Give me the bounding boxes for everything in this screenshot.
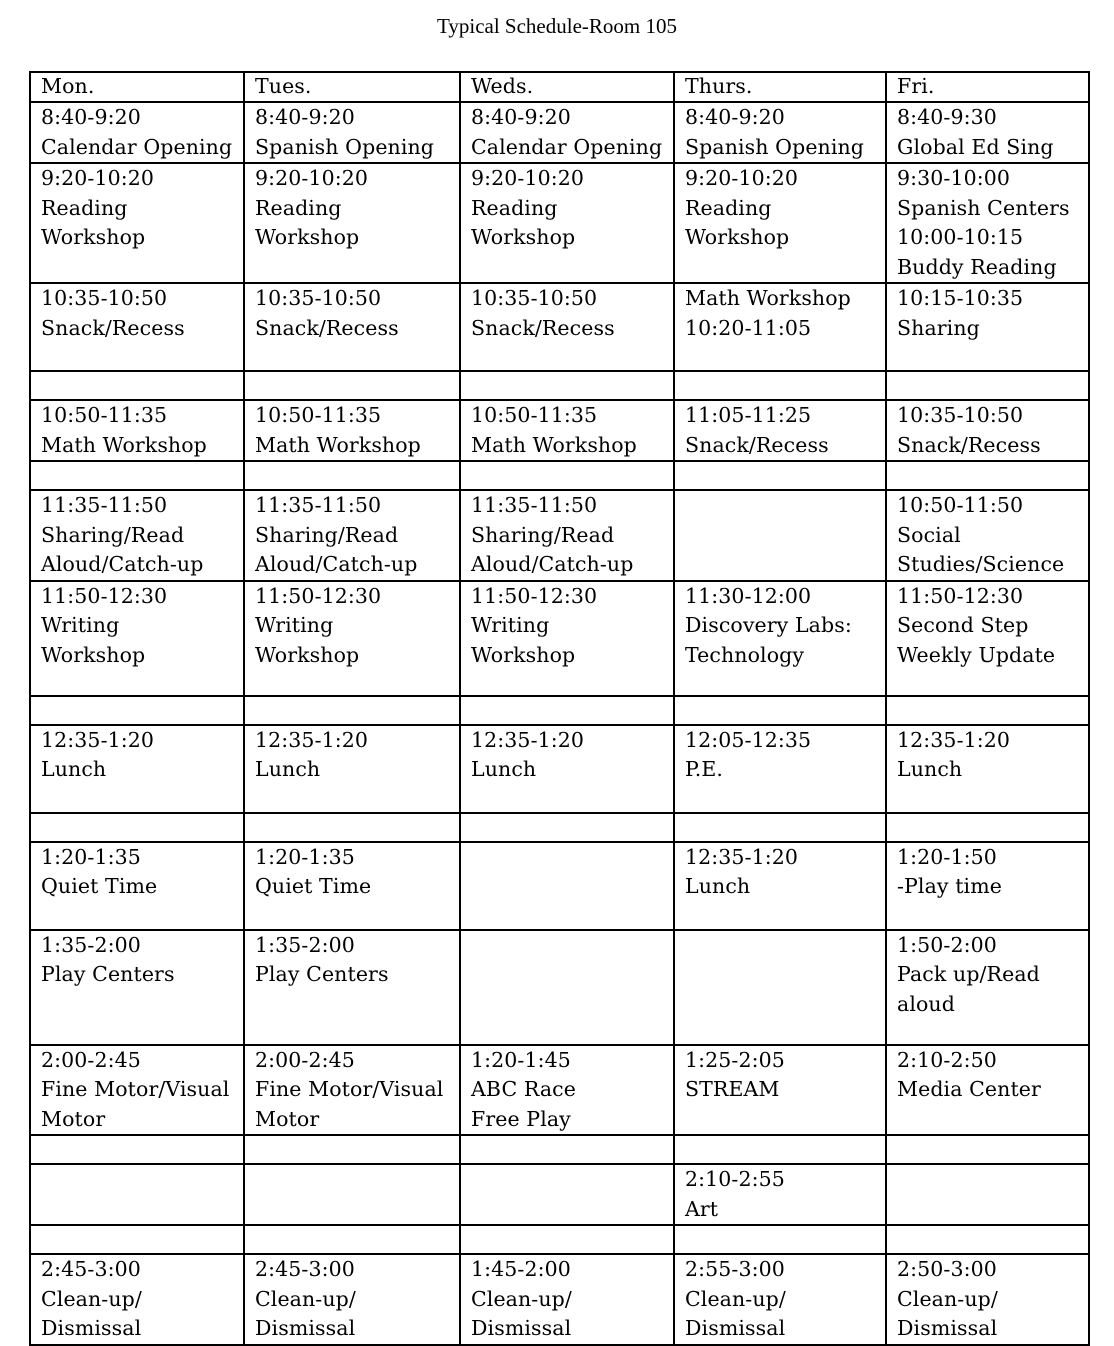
cell-activity: Sharing/Read Aloud/Catch-up: [471, 522, 634, 576]
day-header-mon: Mon.: [30, 72, 244, 102]
cell-activity: Clean-up/ Dismissal: [255, 1286, 356, 1340]
cell-activity: Writing Workshop: [255, 613, 360, 667]
schedule-cell-weds: [460, 842, 674, 930]
cell-time: 8:40-9:20: [471, 105, 571, 129]
cell-time: 2:10-2:50: [897, 1047, 997, 1072]
cell-time: 2:00-2:45: [255, 1047, 355, 1072]
cell-time: 1:50-2:00: [897, 932, 997, 957]
schedule-cell-thurs: [674, 163, 886, 283]
cell-activity: Writing Workshop: [41, 613, 146, 667]
cell-activity: Sharing: [897, 315, 980, 340]
schedule-cell-thurs: [674, 490, 886, 581]
cell-time: 2:55-3:00: [685, 1257, 785, 1281]
schedule-cell-mon: [30, 163, 244, 283]
cell-activity: Fine Motor/Visual Motor: [41, 1077, 230, 1131]
cell-activity: Play Centers: [255, 962, 389, 986]
schedule-cell-thurs: [674, 283, 886, 371]
schedule-cell-thurs: [674, 696, 886, 725]
schedule-cell-fri: [886, 1135, 1089, 1164]
cell-time: 10:35-10:50: [255, 286, 382, 310]
cell-activity: Lunch: [471, 757, 537, 781]
schedule-cell-tues: [244, 283, 460, 371]
day-header-fri: Fri.: [886, 72, 1089, 102]
schedule-cell-thurs: [674, 842, 886, 930]
day-header-weds: Weds.: [460, 72, 674, 102]
cell-time: 8:40-9:30: [897, 105, 997, 129]
schedule-cell-mon: [30, 1225, 244, 1254]
cell-time: 8:40-9:20: [41, 105, 141, 129]
schedule-row: [30, 102, 1089, 163]
schedule-row: [30, 371, 1089, 400]
schedule-cell-thurs: [674, 1225, 886, 1254]
schedule-cell-mon: [30, 1254, 244, 1345]
cell-activity: Snack/Recess: [685, 432, 829, 457]
cell-activity: Reading Workshop: [471, 195, 576, 249]
schedule-cell-thurs: [674, 930, 886, 1045]
cell-time: 1:35-2:00: [255, 932, 355, 957]
schedule-row: [30, 930, 1089, 1045]
schedule-row: [30, 163, 1089, 283]
schedule-cell-weds: [460, 930, 674, 1045]
cell-activity: Reading Workshop: [685, 195, 790, 249]
cell-time: 10:15-10:35: [897, 286, 1024, 310]
schedule-cell-fri: [886, 581, 1089, 696]
cell-time: 10:50-11:50: [897, 493, 1024, 517]
cell-time: 2:45-3:00: [255, 1257, 355, 1281]
schedule-cell-fri: [886, 461, 1089, 490]
cell-activity: Clean-up/ Dismissal: [41, 1286, 142, 1340]
schedule-cell-thurs: [674, 1254, 886, 1345]
schedule-cell-thurs: [674, 581, 886, 696]
cell-time: 12:35-1:20: [255, 727, 369, 752]
cell-time: 11:50-12:30: [41, 583, 168, 608]
cell-activity: Sharing/Read Aloud/Catch-up: [255, 522, 418, 576]
cell-time: 1:35-2:00: [41, 932, 141, 957]
schedule-row: [30, 813, 1089, 842]
schedule-cell-mon: [30, 1164, 244, 1225]
cell-activity: Clean-up/ Dismissal: [685, 1286, 786, 1340]
cell-time: 12:35-1:20: [897, 727, 1011, 752]
schedule-cell-thurs: [674, 725, 886, 813]
cell-activity: Spanish Centers 10:00-10:15 Buddy Reading: [897, 195, 1070, 279]
schedule-cell-fri: [886, 1164, 1089, 1225]
cell-time: 1:45-2:00: [471, 1257, 571, 1281]
schedule-cell-weds: [460, 696, 674, 725]
schedule-cell-weds: [460, 400, 674, 461]
cell-activity: Lunch: [41, 757, 107, 781]
cell-time: 1:20-1:35: [255, 844, 355, 869]
schedule-cell-tues: [244, 1045, 460, 1136]
schedule-cell-tues: [244, 1135, 460, 1164]
cell-time: 11:05-11:25: [685, 403, 812, 427]
cell-time: 8:40-9:20: [255, 105, 355, 129]
schedule-cell-mon: [30, 490, 244, 581]
cell-time: 10:35-10:50: [41, 286, 168, 310]
schedule-cell-fri: [886, 371, 1089, 400]
schedule-cell-mon: [30, 1045, 244, 1136]
schedule-cell-fri: [886, 930, 1089, 1045]
cell-activity: Snack/Recess: [471, 315, 615, 340]
schedule-row: [30, 696, 1089, 725]
schedule-cell-tues: [244, 581, 460, 696]
schedule-cell-fri: [886, 102, 1089, 163]
schedule-cell-weds: [460, 725, 674, 813]
cell-activity: Quiet Time: [41, 874, 158, 898]
schedule-cell-fri: [886, 1254, 1089, 1345]
schedule-cell-fri: [886, 813, 1089, 842]
schedule-cell-mon: [30, 371, 244, 400]
schedule-cell-tues: [244, 842, 460, 930]
schedule-cell-weds: [460, 1164, 674, 1225]
cell-activity: Lunch: [255, 757, 321, 781]
schedule-cell-weds: [460, 102, 674, 163]
schedule-cell-mon: [30, 813, 244, 842]
cell-time: 10:35-10:50: [471, 286, 598, 310]
schedule-cell-fri: [886, 283, 1089, 371]
schedule-row: [30, 1164, 1089, 1225]
schedule-cell-tues: [244, 102, 460, 163]
cell-activity: Math Workshop: [471, 432, 637, 457]
schedule-table: [29, 71, 1090, 1346]
schedule-cell-weds: [460, 371, 674, 400]
cell-activity: Spanish Opening: [255, 134, 435, 159]
schedule-row: [30, 842, 1089, 930]
cell-activity: Snack/Recess: [41, 315, 185, 340]
schedule-cell-fri: [886, 1225, 1089, 1254]
schedule-cell-mon: [30, 1135, 244, 1164]
cell-time: 11:35-11:50: [41, 493, 168, 517]
schedule-cell-fri: [886, 696, 1089, 725]
schedule-cell-weds: [460, 1135, 674, 1164]
schedule-cell-thurs: [674, 1045, 886, 1136]
cell-activity: Calendar Opening: [41, 134, 233, 159]
schedule-cell-tues: [244, 461, 460, 490]
cell-activity: Lunch: [685, 874, 751, 898]
cell-time: 9:20-10:20: [41, 166, 155, 190]
cell-activity: STREAM: [685, 1077, 780, 1101]
schedule-row: [30, 490, 1089, 581]
cell-activity: 10:20-11:05: [685, 315, 812, 340]
cell-activity: Math Workshop: [255, 432, 421, 457]
cell-activity: Snack/Recess: [897, 432, 1041, 457]
schedule-row: [30, 1254, 1089, 1345]
cell-time: 1:25-2:05: [685, 1047, 785, 1072]
schedule-cell-thurs: [674, 102, 886, 163]
schedule-row: [30, 1135, 1089, 1164]
schedule-cell-fri: [886, 1045, 1089, 1136]
schedule-cell-tues: [244, 930, 460, 1045]
cell-time: 1:20-1:50: [897, 844, 997, 869]
schedule-cell-weds: [460, 1254, 674, 1345]
schedule-cell-tues: [244, 490, 460, 581]
cell-activity: Second Step Weekly Update: [897, 613, 1056, 667]
schedule-row: [30, 1045, 1089, 1136]
schedule-cell-tues: [244, 1225, 460, 1254]
schedule-cell-tues: [244, 725, 460, 813]
cell-time: 11:50-12:30: [471, 583, 598, 608]
schedule-cell-fri: [886, 163, 1089, 283]
cell-activity: Lunch: [897, 757, 963, 781]
cell-time: 9:20-10:20: [255, 166, 369, 190]
page-title: Typical Schedule-Room 105: [437, 14, 677, 38]
cell-activity: ABC Race Free Play: [471, 1077, 576, 1131]
schedule-cell-tues: [244, 813, 460, 842]
cell-time: 12:35-1:20: [471, 727, 585, 752]
schedule-cell-mon: [30, 696, 244, 725]
cell-time: 12:05-12:35: [685, 727, 812, 752]
cell-time: 10:50-11:35: [41, 403, 168, 427]
schedule-cell-weds: [460, 163, 674, 283]
cell-activity: P.E.: [685, 757, 724, 781]
cell-activity: Writing Workshop: [471, 613, 576, 667]
cell-time: 12:35-1:20: [41, 727, 155, 752]
cell-time: 9:20-10:20: [471, 166, 585, 190]
schedule-cell-tues: [244, 696, 460, 725]
cell-activity: Pack up/Read aloud: [897, 962, 1040, 1016]
cell-time: 11:35-11:50: [255, 493, 382, 517]
schedule-cell-fri: [886, 725, 1089, 813]
cell-activity: -Play time: [897, 874, 1002, 898]
cell-activity: Snack/Recess: [255, 315, 399, 340]
schedule-cell-mon: [30, 461, 244, 490]
cell-time: 1:20-1:45: [471, 1047, 571, 1072]
cell-time: 10:50-11:35: [255, 403, 382, 427]
cell-time: 11:35-11:50: [471, 493, 598, 517]
schedule-row: [30, 1225, 1089, 1254]
cell-time: Math Workshop: [685, 286, 851, 310]
schedule-cell-weds: [460, 1225, 674, 1254]
cell-activity: Social Studies/Science: [897, 522, 1065, 576]
schedule-row: [30, 283, 1089, 371]
schedule-cell-fri: [886, 400, 1089, 461]
schedule-row: [30, 400, 1089, 461]
cell-activity: Clean-up/ Dismissal: [897, 1286, 998, 1340]
header-row: [30, 72, 1089, 102]
schedule-cell-weds: [460, 581, 674, 696]
schedule-cell-thurs: [674, 1164, 886, 1225]
cell-time: 10:50-11:35: [471, 403, 598, 427]
cell-time: 2:00-2:45: [41, 1047, 141, 1072]
cell-activity: Calendar Opening: [471, 134, 663, 159]
schedule-cell-thurs: [674, 400, 886, 461]
cell-time: 12:35-1:20: [685, 844, 799, 869]
schedule-cell-mon: [30, 102, 244, 163]
cell-activity: Art: [685, 1196, 719, 1221]
cell-activity: Reading Workshop: [255, 195, 360, 249]
cell-activity: Clean-up/ Dismissal: [471, 1286, 572, 1340]
cell-activity: Spanish Opening: [685, 134, 865, 159]
schedule-cell-weds: [460, 461, 674, 490]
cell-activity: Global Ed Sing: [897, 134, 1054, 159]
cell-time: 2:45-3:00: [41, 1257, 141, 1281]
cell-activity: Quiet Time: [255, 874, 372, 898]
schedule-cell-tues: [244, 400, 460, 461]
schedule-cell-mon: [30, 725, 244, 813]
schedule-cell-mon: [30, 842, 244, 930]
cell-time: 11:30-12:00: [685, 583, 812, 608]
cell-activity: Reading Workshop: [41, 195, 146, 249]
cell-activity: Media Center: [897, 1077, 1041, 1101]
schedule-cell-mon: [30, 581, 244, 696]
schedule-cell-tues: [244, 1254, 460, 1345]
cell-time: 9:20-10:20: [685, 166, 799, 190]
cell-time: 2:10-2:55: [685, 1167, 785, 1191]
schedule-cell-mon: [30, 400, 244, 461]
schedule-body: [30, 72, 1089, 1345]
schedule-cell-weds: [460, 1045, 674, 1136]
schedule-cell-thurs: [674, 1135, 886, 1164]
cell-time: 11:50-12:30: [897, 583, 1024, 608]
schedule-cell-mon: [30, 930, 244, 1045]
schedule-cell-fri: [886, 490, 1089, 581]
cell-time: 9:30-10:00: [897, 166, 1011, 190]
schedule-cell-weds: [460, 490, 674, 581]
schedule-cell-mon: [30, 283, 244, 371]
schedule-cell-thurs: [674, 461, 886, 490]
day-header-thurs: Thurs.: [674, 72, 886, 102]
schedule-cell-weds: [460, 283, 674, 371]
day-header-tues: Tues.: [244, 72, 460, 102]
schedule-cell-thurs: [674, 371, 886, 400]
schedule-cell-thurs: [674, 813, 886, 842]
cell-activity: Sharing/Read Aloud/Catch-up: [41, 522, 204, 576]
schedule-cell-weds: [460, 813, 674, 842]
cell-activity: Play Centers: [41, 962, 175, 986]
cell-activity: Discovery Labs: Technology: [685, 613, 852, 667]
cell-time: 8:40-9:20: [685, 105, 785, 129]
schedule-cell-tues: [244, 163, 460, 283]
schedule-row: [30, 461, 1089, 490]
cell-time: 10:35-10:50: [897, 403, 1024, 427]
cell-time: 2:50-3:00: [897, 1257, 997, 1281]
cell-activity: Fine Motor/Visual Motor: [255, 1077, 444, 1131]
schedule-cell-tues: [244, 371, 460, 400]
cell-activity: Math Workshop: [41, 432, 207, 457]
schedule-cell-tues: [244, 1164, 460, 1225]
schedule-row: [30, 725, 1089, 813]
schedule-cell-fri: [886, 842, 1089, 930]
cell-time: 11:50-12:30: [255, 583, 382, 608]
schedule-row: [30, 581, 1089, 696]
cell-time: 1:20-1:35: [41, 844, 141, 869]
